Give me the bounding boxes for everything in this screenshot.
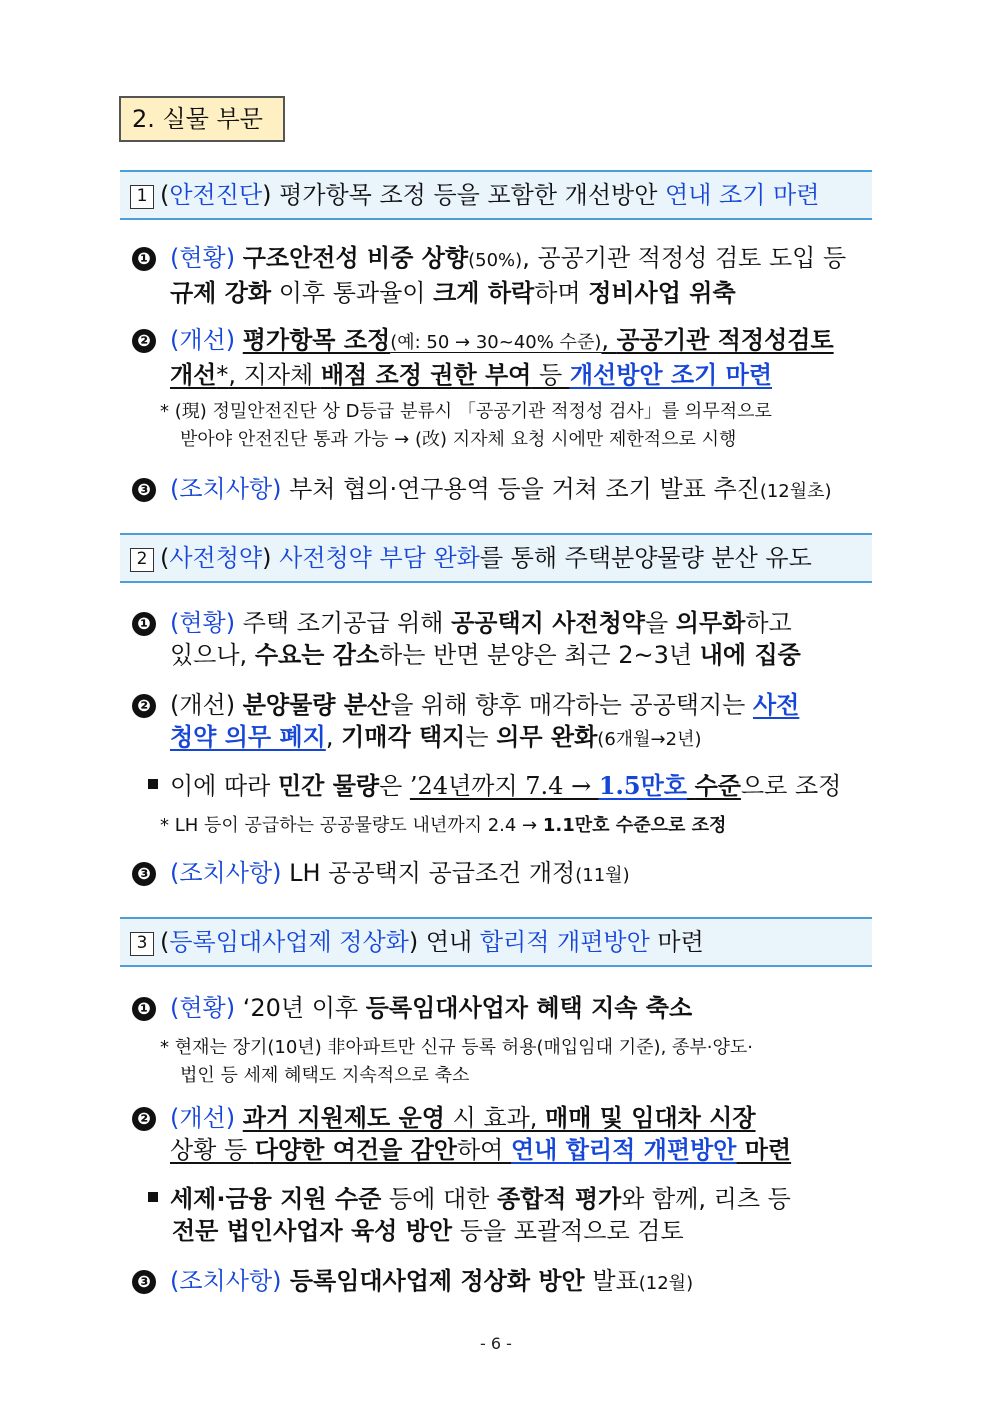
item-1-current: ❶ (현황) 구조안전성 비중 상향(50%), 공공기관 적정성 검토 도입 등 규제 강화 이후 통과율이 크게 하락하며 정비사업 위축	[132, 242, 874, 309]
section-title: 2. 실물 부문	[119, 96, 285, 142]
item-1-improve: ❷ (개선) 평가항목 조정(예: 50 → 30~40% 수준), 공공기관 적정성검토 개선*, 지자체 배점 조정 권한 부여 등 개선방안 조기 마련	[132, 324, 874, 391]
item-number-box: 1	[130, 185, 154, 209]
item-2-action: ❸ (조치사항) LH 공공택지 공급조건 개정(11월)	[132, 857, 874, 892]
item-1-footnote: * (現) 정밀안전진단 상 D등급 분류시 「공공기관 적정성 검사」를 의무적으로 받아야 안전진단 통과 가능 → (改) 지자체 요청 시에만 제한적으로 시행	[160, 401, 772, 450]
item-2-heading: 2 (사전청약) 사전청약 부담 완화를 통해 주택분양물량 분산 유도	[120, 533, 872, 583]
item-1-action: ❸ (조치사항) 부처 협의·연구용역 등을 거쳐 조기 발표 추진(12월초)	[132, 473, 874, 508]
item-3-footnote: * 현재는 장기(10년) 非아파트만 신규 등록 허용(매입임대 기준), 종부·양도· 법인 등 세제 혜택도 지속적으로 축소	[160, 1037, 754, 1086]
item-highlight: 연내 조기 마련	[665, 181, 820, 209]
item-1-heading: 1 (안전진단) 평가항목 조정 등을 포함한 개선방안 연내 조기 마련	[120, 170, 872, 220]
item-topic: 등록임대사업제 정상화	[169, 928, 409, 956]
marker-3-icon: ❸	[132, 862, 156, 886]
item-3-sub-bullet: 세제·금융 지원 수준 등에 대한 종합적 평가와 함께, 리츠 등 전문 법인사업자 육성 방안 등을 포괄적으로 검토	[148, 1183, 878, 1247]
item-highlight: 사전청약 부담 완화	[271, 544, 480, 572]
item-3-action: ❸ (조치사항) 등록임대사업제 정상화 방안 발표(12월)	[132, 1265, 874, 1300]
item-3-current: ❶ (현황) ‘20년 이후 등록임대사업자 혜택 지속 축소	[132, 992, 874, 1024]
item-number-box: 3	[130, 932, 154, 956]
item-2-sub-bullet: 이에 따라 민간 물량은 ’24년까지 7.4 → 1.5만호 수준으로 조정	[148, 770, 878, 802]
marker-3-icon: ❸	[132, 1270, 156, 1294]
item-number-box: 2	[130, 548, 154, 572]
square-bullet-icon	[148, 779, 158, 789]
square-bullet-icon	[148, 1192, 158, 1202]
marker-2-icon: ❷	[132, 1107, 156, 1131]
marker-3-icon: ❸	[132, 478, 156, 502]
marker-1-icon: ❶	[132, 612, 156, 636]
item-topic: 사전청약	[169, 544, 263, 572]
item-2-footnote: * LH 등이 공급하는 공공물량도 내년까지 2.4 → 1.1만호 수준으로 조정	[160, 815, 727, 836]
item-3-improve: ❷ (개선) 과거 지원제도 운영 시 효과, 매매 및 임대차 시장 상황 등 다양한 여건을 감안하여 연내 합리적 개편방안 마련	[132, 1102, 874, 1166]
item-2-improve: ❷ (개선) 분양물량 분산을 위해 향후 매각하는 공공택지는 사전 청약 의무 폐지, 기매각 택지는 의무 완화(6개월→2년)	[132, 689, 874, 756]
marker-2-icon: ❷	[132, 694, 156, 718]
page-number: - 6 -	[480, 1334, 512, 1353]
item-3-heading: 3 (등록임대사업제 정상화) 연내 합리적 개편방안 마련	[120, 917, 872, 967]
item-highlight: 합리적 개편방안	[479, 928, 650, 956]
marker-1-icon: ❶	[132, 997, 156, 1021]
item-topic: 안전진단	[169, 181, 263, 209]
item-2-current: ❶ (현황) 주택 조기공급 위해 공공택지 사전청약을 의무화하고 있으나, 수요는 감소하는 반면 분양은 최근 2~3년 내에 집중	[132, 607, 874, 671]
marker-1-icon: ❶	[132, 247, 156, 271]
marker-2-icon: ❷	[132, 329, 156, 353]
